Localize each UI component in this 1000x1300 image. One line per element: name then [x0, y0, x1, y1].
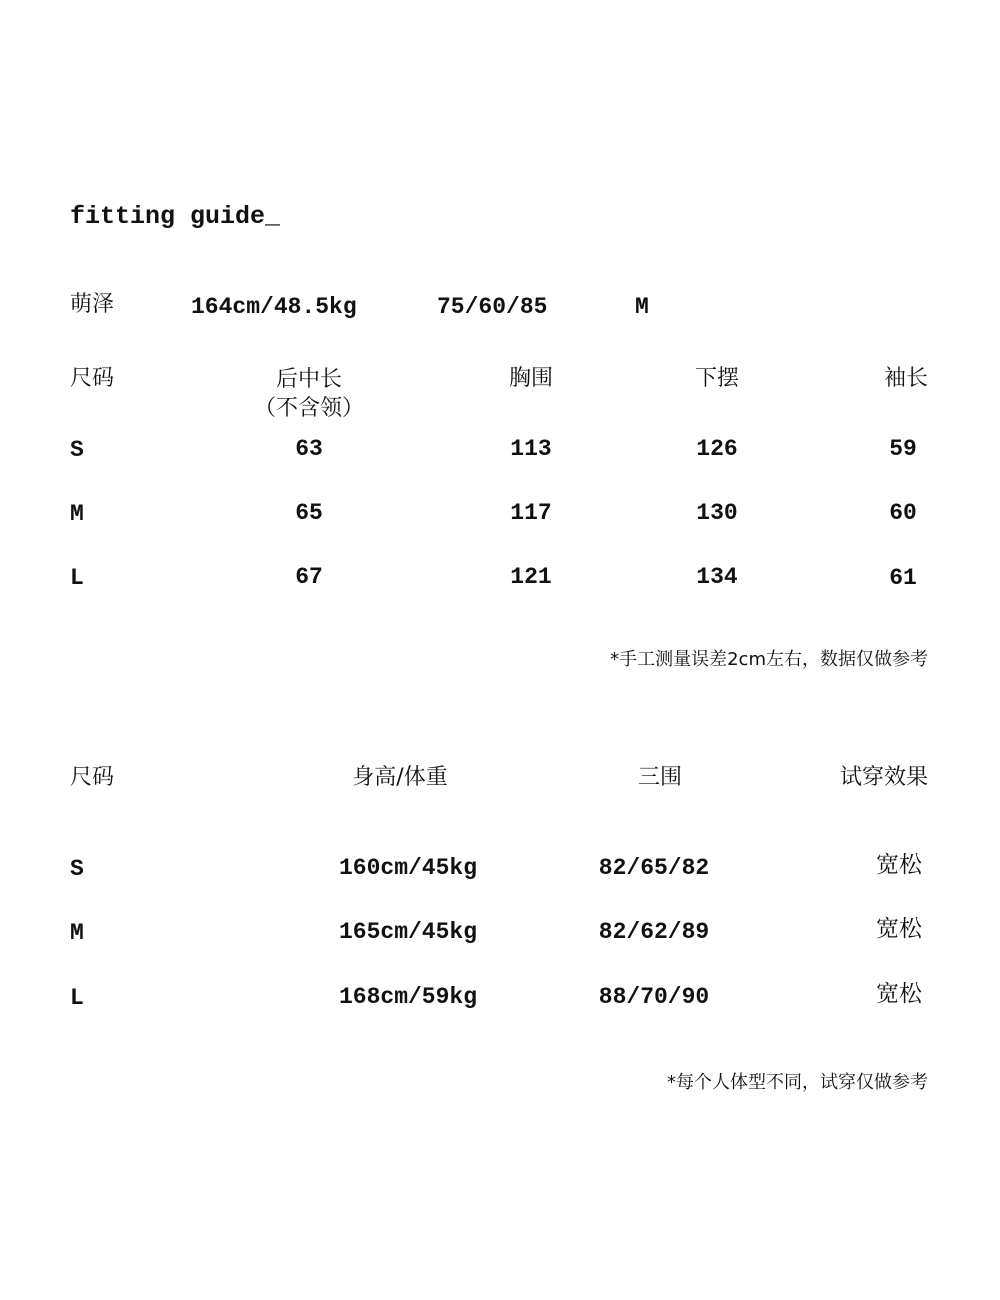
row-hem: 130: [696, 500, 738, 526]
row-sleeve: 61: [889, 565, 917, 591]
row-sleeve: 59: [889, 436, 917, 462]
row-size: M: [70, 501, 84, 527]
row-size: M: [70, 920, 84, 946]
row-back-length: 65: [295, 500, 323, 526]
header-back-length: [254, 366, 364, 423]
row-fit: 宽松: [876, 981, 922, 1007]
row-height-weight: 168cm/59kg: [338, 984, 478, 1010]
row-fit: 宽松: [876, 916, 922, 942]
row-size: L: [70, 985, 84, 1011]
header-size: 尺码: [70, 765, 115, 790]
row-hem: 134: [696, 564, 738, 590]
fit-chart-note: *每个人体型不同，试穿仅做参考: [667, 1072, 928, 1093]
header-hem: 下摆: [694, 366, 740, 391]
model-measurements: 75/60/85: [437, 294, 548, 320]
header-height-weight: 身高/体重: [352, 765, 448, 790]
row-back-length: 67: [295, 564, 323, 590]
row-chest: 117: [510, 500, 552, 526]
size-chart-note: *手工测量误差2cm左右，数据仅做参考: [610, 649, 928, 670]
model-name: 萌泽: [70, 292, 115, 317]
row-chest: 113: [510, 436, 552, 462]
row-size: L: [70, 565, 84, 591]
row-sleeve: 60: [889, 500, 917, 526]
row-hem: 126: [696, 436, 738, 462]
row-chest: 121: [510, 564, 552, 590]
model-height-weight: 164cm/48.5kg: [191, 294, 357, 320]
row-measurements: 82/62/89: [598, 919, 710, 945]
header-size: 尺码: [70, 366, 115, 391]
header-back-length-label: 后中长: [275, 367, 343, 392]
header-measurements: 三围: [637, 765, 683, 790]
header-fit: 试穿效果: [839, 765, 928, 790]
row-measurements: 82/65/82: [598, 855, 710, 881]
row-height-weight: 160cm/45kg: [338, 855, 478, 881]
header-chest: 胸围: [508, 366, 554, 391]
header-back-length-note: （不含领）: [253, 395, 365, 421]
row-back-length: 63: [295, 436, 323, 462]
page-title: fitting guide_: [70, 202, 281, 231]
row-height-weight: 165cm/45kg: [338, 919, 478, 945]
header-sleeve: 袖长: [883, 366, 928, 391]
model-size: M: [635, 294, 649, 320]
row-size: S: [70, 856, 84, 882]
row-measurements: 88/70/90: [598, 984, 710, 1010]
row-size: S: [70, 437, 84, 463]
row-fit: 宽松: [876, 852, 922, 878]
